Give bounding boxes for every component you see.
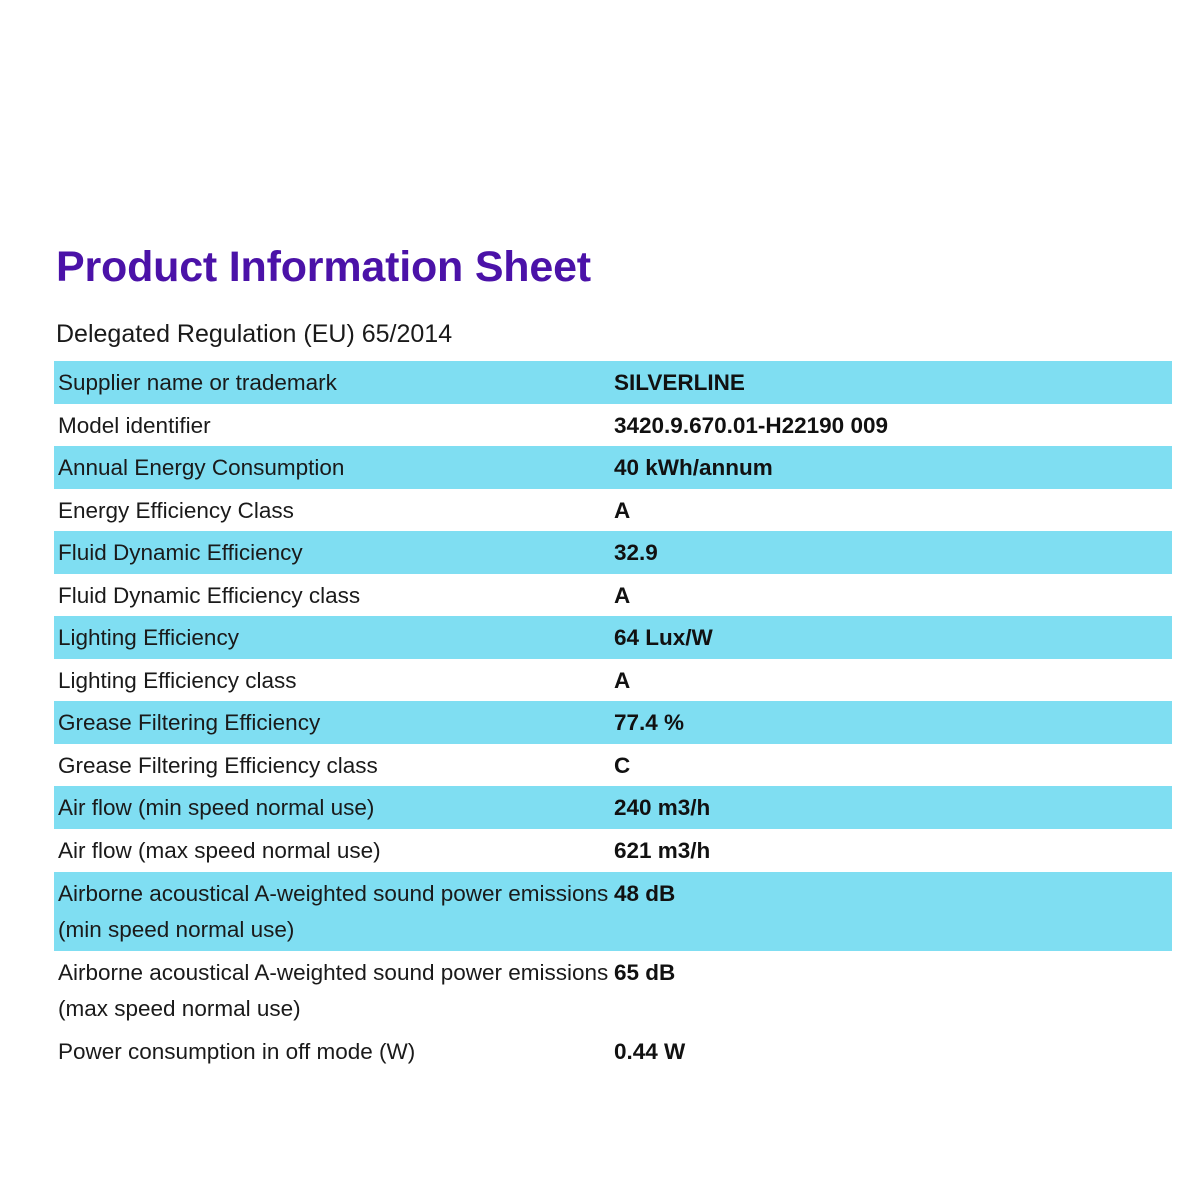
spec-label: Power consumption in off mode (W) bbox=[58, 1038, 416, 1064]
spec-label: Air flow (max speed normal use) bbox=[58, 838, 381, 864]
table-row bbox=[54, 616, 1172, 659]
spec-label: Supplier name or trademark bbox=[58, 370, 337, 395]
spec-value: 40 kWh/annum bbox=[614, 455, 773, 481]
spec-value: A bbox=[614, 582, 631, 608]
spec-label: Annual Energy Consumption bbox=[58, 455, 345, 481]
table-row bbox=[54, 951, 1172, 1030]
table-row bbox=[54, 786, 1172, 829]
table-row bbox=[54, 489, 1172, 532]
table-row bbox=[54, 361, 1172, 404]
spec-value: 65 dB bbox=[614, 959, 676, 985]
spec-label: Airborne acoustical A-weighted sound power emissions (min speed normal use) bbox=[58, 880, 609, 942]
page-title: Product Information Sheet bbox=[56, 243, 591, 291]
spec-label: Lighting Efficiency class bbox=[58, 667, 297, 693]
spec-value: A bbox=[614, 497, 631, 523]
table-row bbox=[54, 744, 1172, 787]
spec-label: Fluid Dynamic Efficiency class bbox=[58, 582, 361, 608]
spec-value: C bbox=[614, 752, 631, 778]
spec-value: 3420.9.670.01-H22190 009 bbox=[614, 412, 888, 438]
spec-label: Grease Filtering Efficiency bbox=[58, 710, 321, 736]
spec-label: Air flow (min speed normal use) bbox=[58, 795, 375, 821]
table-row bbox=[54, 446, 1172, 489]
spec-label: Fluid Dynamic Efficiency bbox=[58, 540, 303, 566]
spec-label: Grease Filtering Efficiency class bbox=[58, 752, 378, 778]
table-row bbox=[54, 701, 1172, 744]
table-row bbox=[54, 1030, 1172, 1073]
spec-value: 32.9 bbox=[614, 540, 658, 566]
spec-value: 240 m3/h bbox=[614, 795, 711, 821]
table-row bbox=[54, 829, 1172, 872]
specifications-table bbox=[54, 361, 1172, 1072]
spec-label: Energy Efficiency Class bbox=[58, 497, 294, 523]
spec-value: 621 m3/h bbox=[614, 838, 711, 864]
table-row bbox=[54, 404, 1172, 447]
table-row bbox=[54, 574, 1172, 617]
table-row bbox=[54, 531, 1172, 574]
spec-label: Lighting Efficiency bbox=[58, 625, 239, 651]
spec-value: 77.4 % bbox=[614, 710, 685, 736]
regulation-subtitle: Delegated Regulation (EU) 65/2014 bbox=[56, 320, 453, 348]
spec-label: Airborne acoustical A-weighted sound power emissions (max speed normal use) bbox=[58, 959, 609, 1021]
table-row bbox=[54, 872, 1172, 951]
spec-value: 64 Lux/W bbox=[614, 625, 713, 651]
spec-value: SILVERLINE bbox=[614, 370, 745, 395]
table-row bbox=[54, 659, 1172, 702]
spec-label: Model identifier bbox=[58, 412, 211, 438]
spec-value: A bbox=[614, 667, 631, 693]
spec-value: 0.44 W bbox=[614, 1038, 686, 1064]
spec-value: 48 dB bbox=[614, 880, 676, 906]
